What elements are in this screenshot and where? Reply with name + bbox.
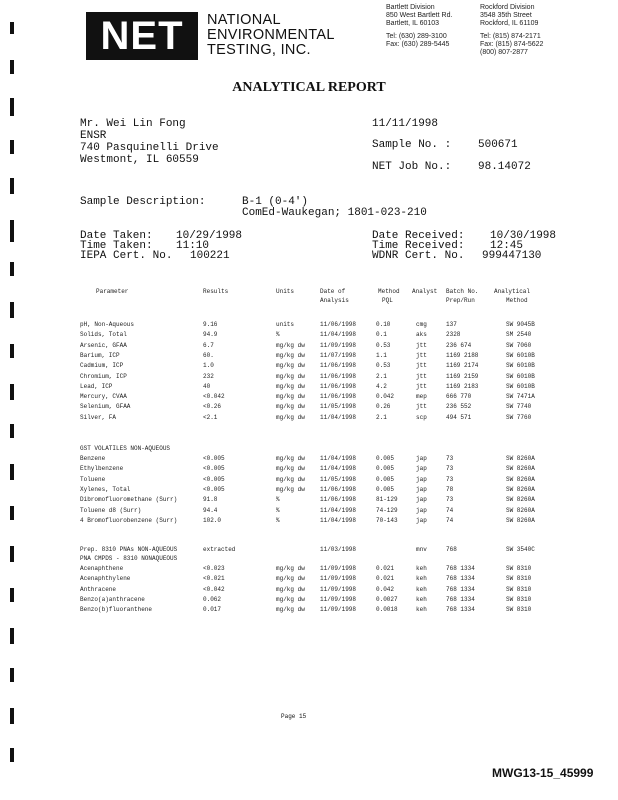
sample-no-label: Sample No. : xyxy=(372,139,452,151)
table-cell: % xyxy=(276,331,280,339)
header-analyst: Analyst xyxy=(412,288,438,295)
table-cell: Selenium, GFAA xyxy=(80,403,131,411)
table-cell: % xyxy=(276,516,280,524)
company-name xyxy=(207,13,335,58)
table-cell: <0.005 xyxy=(203,475,225,483)
time-received-label: Time Received: xyxy=(372,240,465,252)
table-cell: 0.1 xyxy=(376,331,387,339)
prep-analyst: mnv xyxy=(416,546,427,553)
table-cell: Dibromofluoromethane (Surr) xyxy=(80,496,178,504)
table-cell: 70-143 xyxy=(376,516,398,524)
scan-mark xyxy=(10,748,14,762)
table-cell: 0.0027 xyxy=(376,595,398,603)
scan-mark xyxy=(10,464,14,480)
table-cell: SW 8310 xyxy=(506,565,532,572)
scan-mark xyxy=(10,98,14,116)
company-name-line: TESTING, INC. xyxy=(207,42,311,58)
address-bartlett xyxy=(386,4,452,49)
table-cell: mg/kg dw xyxy=(276,585,305,593)
table-cell: 11/04/1998 xyxy=(320,506,357,514)
table-cell: 0.021 xyxy=(376,565,395,572)
table-cell: 0.042 xyxy=(376,393,395,401)
table-cell: jap xyxy=(416,506,427,514)
table-cell: SW 8260A xyxy=(506,506,535,514)
table-cell: Xylenes, Total xyxy=(80,485,131,493)
table-cell: 94.9 xyxy=(203,331,218,339)
address-line: Fax: (630) 289-5445 xyxy=(386,41,450,48)
registered-mark: ® xyxy=(191,52,197,61)
table-cell: 1169 2159 xyxy=(446,372,479,380)
table-cell: 11/06/1998 xyxy=(320,321,357,328)
table-cell: mg/kg dw xyxy=(276,465,305,473)
table-cell: 2.1 xyxy=(376,372,387,380)
table-cell: 60. xyxy=(203,351,214,359)
table-cell: 11/06/1998 xyxy=(320,362,357,370)
table-cell: 0.005 xyxy=(376,485,395,493)
table-cell: SW 7060 xyxy=(506,341,532,349)
prep-batch: 768 xyxy=(446,546,457,553)
table-cell: 81-129 xyxy=(376,496,398,504)
table-cell: mg/kg dw xyxy=(276,372,305,380)
table-cell: % xyxy=(276,496,280,504)
table-cell: mg/kg dw xyxy=(276,475,305,483)
sample-no: 500671 xyxy=(478,139,518,151)
table-cell: 0.005 xyxy=(376,475,395,483)
table-cell: 6.7 xyxy=(203,341,214,349)
table-cell: SW 6010B xyxy=(506,372,535,380)
table-cell: jap xyxy=(416,485,427,493)
table-cell: 768 1334 xyxy=(446,575,475,583)
table-cell: 4 Bromofluorobenzene (Surr) xyxy=(80,516,178,524)
table-cell: SW 8260A xyxy=(506,496,535,504)
table-cell: 236 552 xyxy=(446,403,472,411)
header-analytical-method: Method xyxy=(506,297,528,304)
table-cell: 232 xyxy=(203,372,214,380)
table-cell: mg/kg dw xyxy=(276,403,305,411)
table-cell: 74 xyxy=(446,516,454,524)
table-cell: mg/kg dw xyxy=(276,485,305,493)
table-cell: SW 9045B xyxy=(506,321,535,328)
table-cell: jtt xyxy=(416,341,427,349)
table-cell: SW 6010B xyxy=(506,351,535,359)
table-cell: 73 xyxy=(446,455,454,462)
address-line: Fax: (815) 874-5622 xyxy=(480,41,544,48)
table-cell: 1.0 xyxy=(203,362,214,370)
table-cell: Benzene xyxy=(80,455,106,462)
report-date: 11/11/1998 xyxy=(372,118,439,130)
table-cell: Arsenic, GFAA xyxy=(80,341,127,349)
table-cell: mg/kg dw xyxy=(276,455,305,462)
company-name-line: ENVIRONMENTAL xyxy=(207,27,335,43)
job-no: 98.14072 xyxy=(478,161,531,173)
scan-mark xyxy=(10,262,14,276)
wdnr-label: WDNR Cert. No. xyxy=(372,250,465,262)
table-cell: 768 1334 xyxy=(446,565,475,572)
table-cell: Ethylbenzene xyxy=(80,465,124,473)
table-cell: Chromium, ICP xyxy=(80,372,127,380)
table-cell: keh xyxy=(416,585,427,593)
scan-mark xyxy=(10,178,14,194)
table-cell: 1169 2188 xyxy=(446,351,479,359)
table-cell: 494 571 xyxy=(446,413,472,421)
prep-date: 11/03/1998 xyxy=(320,546,357,553)
time-taken: 11:10 xyxy=(176,240,210,252)
table-cell: jtt xyxy=(416,351,427,359)
table-cell: aks xyxy=(416,331,427,339)
table-cell: 11/06/1998 xyxy=(320,393,357,401)
table-cell: 768 1334 xyxy=(446,585,475,593)
wdnr-cert: 999447130 xyxy=(482,250,542,262)
table-cell: 768 1334 xyxy=(446,595,475,603)
date-received-label: Date Received: xyxy=(372,230,465,242)
table-cell: jap xyxy=(416,475,427,483)
table-cell: 11/04/1998 xyxy=(320,455,357,462)
header-results: Results xyxy=(203,288,229,295)
prep-parameter: Prep. 8310 PNAs NON-AQUEOUS xyxy=(80,546,178,553)
table-cell: SW 7471A xyxy=(506,393,535,401)
table-cell: 11/04/1998 xyxy=(320,413,357,421)
report-title: ANALYTICAL REPORT xyxy=(232,80,386,95)
scan-mark xyxy=(10,60,14,74)
scan-mark xyxy=(10,708,14,724)
table-cell: SW 8310 xyxy=(506,595,532,603)
prep-result: extracted xyxy=(203,546,236,553)
table-cell: SW 8260A xyxy=(506,485,535,493)
table-cell: 0.10 xyxy=(376,321,391,328)
table-cell: 0.021 xyxy=(376,575,395,583)
section-pna-title: PNA CMPDS - 8310 NONAQUEOUS xyxy=(80,555,178,562)
table-cell: 2328 xyxy=(446,331,461,339)
table-cell: 11/09/1998 xyxy=(320,595,357,603)
table-cell: 40 xyxy=(203,382,211,390)
table-cell: 666 770 xyxy=(446,393,472,401)
scan-mark xyxy=(10,668,14,682)
table-cell: jap xyxy=(416,455,427,462)
table-cell: % xyxy=(276,506,280,514)
address-line: Bartlett, IL 60103 xyxy=(386,20,440,27)
header-analytical: Analytical xyxy=(494,288,531,295)
table-cell: 1169 2174 xyxy=(446,362,479,370)
table-cell: mg/kg dw xyxy=(276,382,305,390)
table-cell: Mercury, CVAA xyxy=(80,393,127,401)
table-cell: 74 xyxy=(446,506,454,514)
sample-description-line1: B-1 (0-4') xyxy=(242,196,309,208)
date-received: 10/30/1998 xyxy=(490,230,557,242)
table-cell: mg/kg dw xyxy=(276,393,305,401)
job-no-label: NET Job No.: xyxy=(372,161,452,173)
table-cell: jtt xyxy=(416,362,427,370)
table-cell: <0.005 xyxy=(203,485,225,493)
table-cell: SW 7740 xyxy=(506,403,532,411)
table-cell: <0.042 xyxy=(203,585,225,593)
header-date-of: Date of xyxy=(320,288,346,295)
table-cell: SW 8260A xyxy=(506,455,535,462)
table-cell: mg/kg dw xyxy=(276,575,305,583)
client-street: 740 Pasquinelli Drive xyxy=(80,142,219,154)
table-cell: mg/kg dw xyxy=(276,351,305,359)
header-parameter: Parameter xyxy=(96,288,129,295)
table-cell: mg/kg dw xyxy=(276,341,305,349)
table-cell: 0.005 xyxy=(376,455,395,462)
scan-mark xyxy=(10,588,14,602)
table-cell: SW 8310 xyxy=(506,606,532,614)
table-cell: 11/06/1998 xyxy=(320,485,357,493)
table-cell: SW 6010B xyxy=(506,362,535,370)
table-cell: mg/kg dw xyxy=(276,595,305,603)
table-cell: 0.0018 xyxy=(376,606,398,614)
table-cell: 78 xyxy=(446,485,454,493)
section-voc-title: GST VOLATILES NON-AQUEOUS xyxy=(80,445,171,452)
table-cell: SW 8260A xyxy=(506,516,535,524)
table-cell: 11/04/1998 xyxy=(320,465,357,473)
address-line: Tel: (815) 874-2171 xyxy=(480,33,541,40)
scan-mark xyxy=(10,628,14,644)
table-cell: 0.53 xyxy=(376,341,391,349)
client-name: Mr. Wei Lin Fong xyxy=(80,118,186,130)
table-cell: 11/06/1998 xyxy=(320,372,357,380)
address-line: Bartlett Division xyxy=(386,4,435,11)
address-line: Rockford Division xyxy=(480,4,535,11)
sample-description-line2: ComEd-Waukegan; 1801-023-210 xyxy=(242,207,427,219)
table-cell: jtt xyxy=(416,403,427,411)
table-cell: keh xyxy=(416,606,427,614)
scan-mark xyxy=(10,546,14,562)
client-company: ENSR xyxy=(80,130,107,142)
table-cell: 11/09/1998 xyxy=(320,575,357,583)
table-cell: 94.4 xyxy=(203,506,218,514)
table-cell: keh xyxy=(416,575,427,583)
table-cell: mg/kg dw xyxy=(276,606,305,614)
table-cell: mg/kg dw xyxy=(276,565,305,572)
table-cell: Cadmium, ICP xyxy=(80,362,124,370)
header-method: Method xyxy=(378,288,400,295)
table-cell: 11/05/1998 xyxy=(320,403,357,411)
table-cell: 768 1334 xyxy=(446,606,475,614)
table-cell: 1169 2183 xyxy=(446,382,479,390)
scan-mark xyxy=(10,506,14,520)
address-rockford xyxy=(480,4,543,57)
table-cell: 9.16 xyxy=(203,321,218,328)
table-cell: 73 xyxy=(446,496,454,504)
table-cell: mg/kg dw xyxy=(276,413,305,421)
table-cell: keh xyxy=(416,565,427,572)
table-cell: 11/09/1998 xyxy=(320,565,357,572)
table-cell: 0.017 xyxy=(203,606,222,614)
address-line: Tel: (630) 289-3100 xyxy=(386,33,447,40)
header-units: Units xyxy=(276,288,295,295)
table-cell: 73 xyxy=(446,465,454,473)
table-cell: 11/07/1998 xyxy=(320,351,357,359)
table-cell: SW 6010B xyxy=(506,382,535,390)
table-cell: <0.005 xyxy=(203,455,225,462)
table-cell: keh xyxy=(416,595,427,603)
table-cell: Acenaphthene xyxy=(80,565,124,572)
address-line: Rockford, IL 61109 xyxy=(480,20,539,27)
company-name-line: NATIONAL xyxy=(207,12,281,28)
table-cell: Toluene d8 (Surr) xyxy=(80,506,142,514)
address-line: 3548 35th Street xyxy=(480,12,532,19)
iepa-label: IEPA Cert. No. xyxy=(80,250,173,262)
table-cell: 11/04/1998 xyxy=(320,516,357,524)
table-cell: mep xyxy=(416,393,427,401)
table-cell: 137 xyxy=(446,321,457,328)
table-cell: jap xyxy=(416,516,427,524)
table-cell: 91.8 xyxy=(203,496,218,504)
header-prep-run: Prep/Run xyxy=(446,297,475,304)
table-cell: <2.1 xyxy=(203,413,218,421)
table-cell: 11/09/1998 xyxy=(320,606,357,614)
table-cell: Solids, Total xyxy=(80,331,127,339)
header-batch-no: Batch No. xyxy=(446,288,479,295)
table-cell: Toluene xyxy=(80,475,106,483)
table-cell: jap xyxy=(416,496,427,504)
table-cell: Barium, ICP xyxy=(80,351,120,359)
table-cell: 11/05/1998 xyxy=(320,475,357,483)
table-cell: 0.005 xyxy=(376,465,395,473)
table-cell: SW 8260A xyxy=(506,475,535,483)
iepa-cert: 100221 xyxy=(190,250,230,262)
address-line: (800) 807-2877 xyxy=(480,49,528,56)
date-taken-label: Date Taken: xyxy=(80,230,153,242)
table-cell: 2.1 xyxy=(376,413,387,421)
table-cell: <0.042 xyxy=(203,393,225,401)
document-id: MWG13-15_45999 xyxy=(492,766,594,780)
table-cell: Silver, FA xyxy=(80,413,117,421)
scan-mark xyxy=(10,344,14,358)
time-received: 12:45 xyxy=(490,240,524,252)
table-cell: SW 8260A xyxy=(506,465,535,473)
header-pql: PQL xyxy=(382,297,393,304)
table-cell: 11/06/1998 xyxy=(320,382,357,390)
table-cell: 102.0 xyxy=(203,516,222,524)
sample-description-label: Sample Description: xyxy=(80,196,206,208)
table-cell: <0.005 xyxy=(203,465,225,473)
table-cell: 0.042 xyxy=(376,585,395,593)
table-cell: <0.021 xyxy=(203,575,225,583)
table-cell: 0.53 xyxy=(376,362,391,370)
table-cell: mg/kg dw xyxy=(276,362,305,370)
table-cell: Lead, ICP xyxy=(80,382,113,390)
table-cell: 1.1 xyxy=(376,351,387,359)
client-city: Westmont, IL 60559 xyxy=(80,154,199,166)
table-cell: <0.26 xyxy=(203,403,222,411)
scan-mark xyxy=(10,302,14,318)
table-cell: jtt xyxy=(416,372,427,380)
table-cell: Acenaphthylene xyxy=(80,575,131,583)
date-taken: 10/29/1998 xyxy=(176,230,243,242)
table-cell: 11/09/1998 xyxy=(320,341,357,349)
header-analysis: Analysis xyxy=(320,297,349,304)
address-line: 850 West Bartlett Rd. xyxy=(386,12,453,19)
company-logo: NET xyxy=(86,12,198,60)
table-cell: 74-129 xyxy=(376,506,398,514)
scan-mark xyxy=(10,384,14,400)
table-cell: 11/06/1998 xyxy=(320,496,357,504)
table-cell: 73 xyxy=(446,475,454,483)
scan-mark xyxy=(10,140,14,154)
table-cell: 0.26 xyxy=(376,403,391,411)
table-cell: 11/09/1998 xyxy=(320,585,357,593)
page-number: Page 15 xyxy=(281,713,307,720)
table-cell: 11/04/1998 xyxy=(320,331,357,339)
table-cell: SW 8310 xyxy=(506,585,532,593)
prep-method: SW 3540C xyxy=(506,546,535,553)
table-cell: jap xyxy=(416,465,427,473)
table-cell: 236 674 xyxy=(446,341,472,349)
table-cell: SW 8310 xyxy=(506,575,532,583)
scan-mark xyxy=(10,22,14,34)
table-cell: scp xyxy=(416,413,427,421)
time-taken-label: Time Taken: xyxy=(80,240,153,252)
client-address xyxy=(80,118,219,166)
table-cell: SW 7760 xyxy=(506,413,532,421)
scan-mark xyxy=(10,424,14,438)
table-cell: 4.2 xyxy=(376,382,387,390)
table-cell: 0.062 xyxy=(203,595,222,603)
scan-mark xyxy=(10,220,14,242)
table-cell: units xyxy=(276,321,295,328)
table-cell: jtt xyxy=(416,382,427,390)
table-cell: Anthracene xyxy=(80,585,117,593)
table-cell: Benzo(b)fluoranthene xyxy=(80,606,153,614)
table-cell: Benzo(a)anthracene xyxy=(80,595,145,603)
table-cell: pH, Non-Aqueous xyxy=(80,321,135,328)
table-cell: cmg xyxy=(416,321,427,328)
table-cell: SM 2540 xyxy=(506,331,532,339)
table-cell: <0.023 xyxy=(203,565,225,572)
